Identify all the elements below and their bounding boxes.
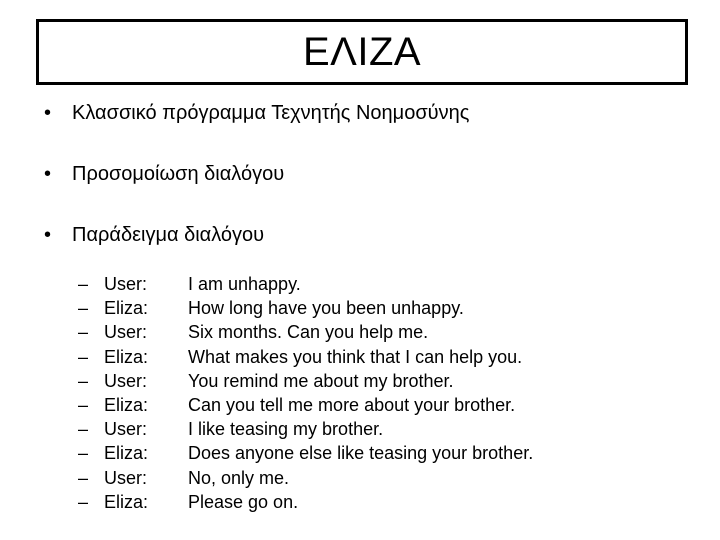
utterance-text: How long have you been unhappy. xyxy=(188,298,464,319)
bullet-list xyxy=(44,98,469,250)
utterance-text: What makes you think that I can help you. xyxy=(188,346,523,367)
utterance-text: No, only me. xyxy=(188,467,290,488)
bullet-item xyxy=(44,98,469,128)
bullet-marker: • xyxy=(44,102,52,124)
utterance-text: Can you tell me more about your brother. xyxy=(188,394,516,415)
dash-marker: – xyxy=(78,370,89,391)
speaker-label: User: xyxy=(104,322,148,343)
utterance-text: I like teasing my brother. xyxy=(188,419,384,440)
bullet-marker: • xyxy=(44,163,52,185)
dash-marker: – xyxy=(78,443,89,464)
title-box xyxy=(36,19,688,85)
dash-marker: – xyxy=(78,322,89,343)
bullet-marker: • xyxy=(44,224,52,246)
dash-marker: – xyxy=(78,298,89,319)
dash-marker: – xyxy=(78,346,89,367)
speaker-label: Eliza: xyxy=(104,394,149,415)
speaker-label: Eliza: xyxy=(104,346,149,367)
dash-marker: – xyxy=(78,467,89,488)
bullet-item xyxy=(44,220,469,250)
utterance-text: Please go on. xyxy=(188,491,299,512)
speaker-label: Eliza: xyxy=(104,491,149,512)
utterance-text: I am unhappy. xyxy=(188,274,301,294)
dash-marker: – xyxy=(78,274,89,294)
utterance-text: You remind me about my brother. xyxy=(188,370,454,391)
speaker-label: User: xyxy=(104,467,148,488)
dash-marker: – xyxy=(78,419,89,440)
dash-marker: – xyxy=(78,491,89,512)
speaker-label: Eliza: xyxy=(104,443,149,464)
bullet-text: Παράδειγμα διαλόγου xyxy=(72,224,265,246)
bullet-item xyxy=(44,159,469,189)
dash-marker: – xyxy=(78,394,89,415)
bullet-text: Κλασσικό πρόγραμμα Τεχνητής Νοημοσύνης xyxy=(72,102,470,124)
utterance-text: Six months. Can you help me. xyxy=(188,322,429,343)
speaker-label: Eliza: xyxy=(104,298,149,319)
speaker-label: User: xyxy=(104,370,148,391)
page-title: ΕΛΙΖΑ xyxy=(302,30,422,74)
speaker-label: User: xyxy=(104,419,148,440)
bullet-text: Προσομοίωση διαλόγου xyxy=(72,163,285,185)
speaker-label: User: xyxy=(104,274,148,294)
utterance-text: Does anyone else like teasing your brother. xyxy=(188,443,534,464)
